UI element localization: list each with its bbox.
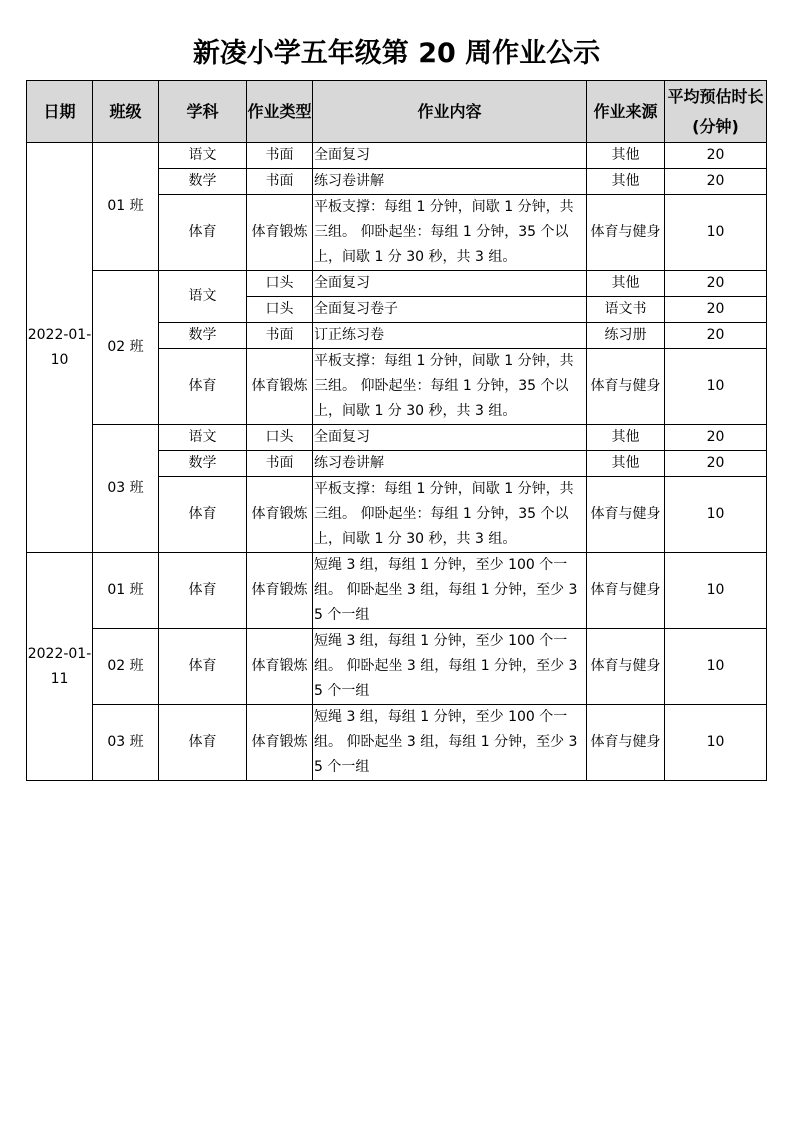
table-header-row: [27, 81, 767, 143]
header-content: 作业内容: [313, 81, 587, 143]
source-cell: 其他: [587, 169, 665, 195]
source-cell: 其他: [587, 271, 665, 297]
page-title: 新凌小学五年级第 20 周作业公示: [192, 38, 601, 69]
subject-cell: 数学: [159, 451, 247, 477]
class-cell: 03 班: [93, 705, 159, 781]
header-date: 日期: [27, 81, 93, 143]
subject-cell: 体育: [159, 477, 247, 553]
class-cell: 02 班: [93, 629, 159, 705]
homework-table: [26, 80, 767, 781]
source-cell: 体育与健身: [587, 705, 665, 781]
subject-cell: 体育: [159, 553, 247, 629]
type-cell: 体育锻炼: [247, 195, 313, 271]
type-cell: 书面: [247, 169, 313, 195]
header-class: 班级: [93, 81, 159, 143]
minutes-cell: 10: [665, 195, 767, 271]
header-subject: 学科: [159, 81, 247, 143]
content-cell: 平板支撑：每组 1 分钟，间歇 1 分钟，共三组。 仰卧起坐：每组 1 分钟，35 个以上，间歇 1 分 30 秒，共 3 组。: [313, 349, 587, 425]
subject-cell: 体育: [159, 705, 247, 781]
minutes-cell: 10: [665, 629, 767, 705]
subject-cell: 语文: [159, 425, 247, 451]
subject-cell: 体育: [159, 629, 247, 705]
type-cell: 体育锻炼: [247, 477, 313, 553]
type-cell: 书面: [247, 323, 313, 349]
source-cell: 体育与健身: [587, 553, 665, 629]
type-cell: 体育锻炼: [247, 553, 313, 629]
type-cell: 口头: [247, 297, 313, 323]
type-cell: 书面: [247, 451, 313, 477]
subject-cell: 语文: [159, 143, 247, 169]
subject-cell: 语文: [159, 271, 247, 323]
subject-cell: 体育: [159, 349, 247, 425]
content-cell: 全面复习卷子: [313, 297, 587, 323]
table-row: [27, 629, 767, 705]
content-cell: 订正练习卷: [313, 323, 587, 349]
source-cell: 其他: [587, 425, 665, 451]
content-cell: 平板支撑：每组 1 分钟，间歇 1 分钟，共三组。 仰卧起坐：每组 1 分钟，35 个以上，间歇 1 分 30 秒，共 3 组。: [313, 477, 587, 553]
minutes-cell: 20: [665, 425, 767, 451]
minutes-cell: 20: [665, 143, 767, 169]
minutes-cell: 20: [665, 323, 767, 349]
minutes-cell: 20: [665, 451, 767, 477]
source-cell: 其他: [587, 451, 665, 477]
minutes-cell: 20: [665, 271, 767, 297]
content-cell: 短绳 3 组，每组 1 分钟，至少 100 个一组。 仰卧起坐 3 组，每组 1 分钟，至少 35 个一组: [313, 705, 587, 781]
class-cell: 02 班: [93, 271, 159, 425]
content-cell: 全面复习: [313, 425, 587, 451]
minutes-cell: 20: [665, 297, 767, 323]
content-cell: 短绳 3 组，每组 1 分钟，至少 100 个一组。 仰卧起坐 3 组，每组 1 分钟，至少 35 个一组: [313, 553, 587, 629]
header-minutes: 平均预估时长(分钟): [665, 81, 767, 143]
minutes-cell: 10: [665, 553, 767, 629]
content-cell: 短绳 3 组，每组 1 分钟，至少 100 个一组。 仰卧起坐 3 组，每组 1 分钟，至少 35 个一组: [313, 629, 587, 705]
date-cell: 2022-01-11: [27, 553, 93, 781]
table-row: [27, 271, 767, 297]
source-cell: 体育与健身: [587, 629, 665, 705]
type-cell: 口头: [247, 425, 313, 451]
source-cell: 其他: [587, 143, 665, 169]
minutes-cell: 20: [665, 169, 767, 195]
content-cell: 全面复习: [313, 271, 587, 297]
subject-cell: 数学: [159, 169, 247, 195]
content-cell: 平板支撑：每组 1 分钟，间歇 1 分钟，共三组。 仰卧起坐：每组 1 分钟，35 个以上，间歇 1 分 30 秒，共 3 组。: [313, 195, 587, 271]
table-row: [27, 425, 767, 451]
header-type: 作业类型: [247, 81, 313, 143]
source-cell: 语文书: [587, 297, 665, 323]
source-cell: 练习册: [587, 323, 665, 349]
class-cell: 01 班: [93, 143, 159, 271]
type-cell: 体育锻炼: [247, 705, 313, 781]
minutes-cell: 10: [665, 477, 767, 553]
subject-cell: 数学: [159, 323, 247, 349]
class-cell: 03 班: [93, 425, 159, 553]
minutes-cell: 10: [665, 349, 767, 425]
subject-cell: 体育: [159, 195, 247, 271]
header-source: 作业来源: [587, 81, 665, 143]
type-cell: 书面: [247, 143, 313, 169]
type-cell: 口头: [247, 271, 313, 297]
minutes-cell: 10: [665, 705, 767, 781]
source-cell: 体育与健身: [587, 477, 665, 553]
date-cell: 2022-01-10: [27, 143, 93, 553]
table-row: [27, 705, 767, 781]
source-cell: 体育与健身: [587, 195, 665, 271]
content-cell: 全面复习: [313, 143, 587, 169]
table-row: [27, 143, 767, 169]
type-cell: 体育锻炼: [247, 349, 313, 425]
source-cell: 体育与健身: [587, 349, 665, 425]
table-row: [27, 553, 767, 629]
content-cell: 练习卷讲解: [313, 451, 587, 477]
content-cell: 练习卷讲解: [313, 169, 587, 195]
type-cell: 体育锻炼: [247, 629, 313, 705]
class-cell: 01 班: [93, 553, 159, 629]
